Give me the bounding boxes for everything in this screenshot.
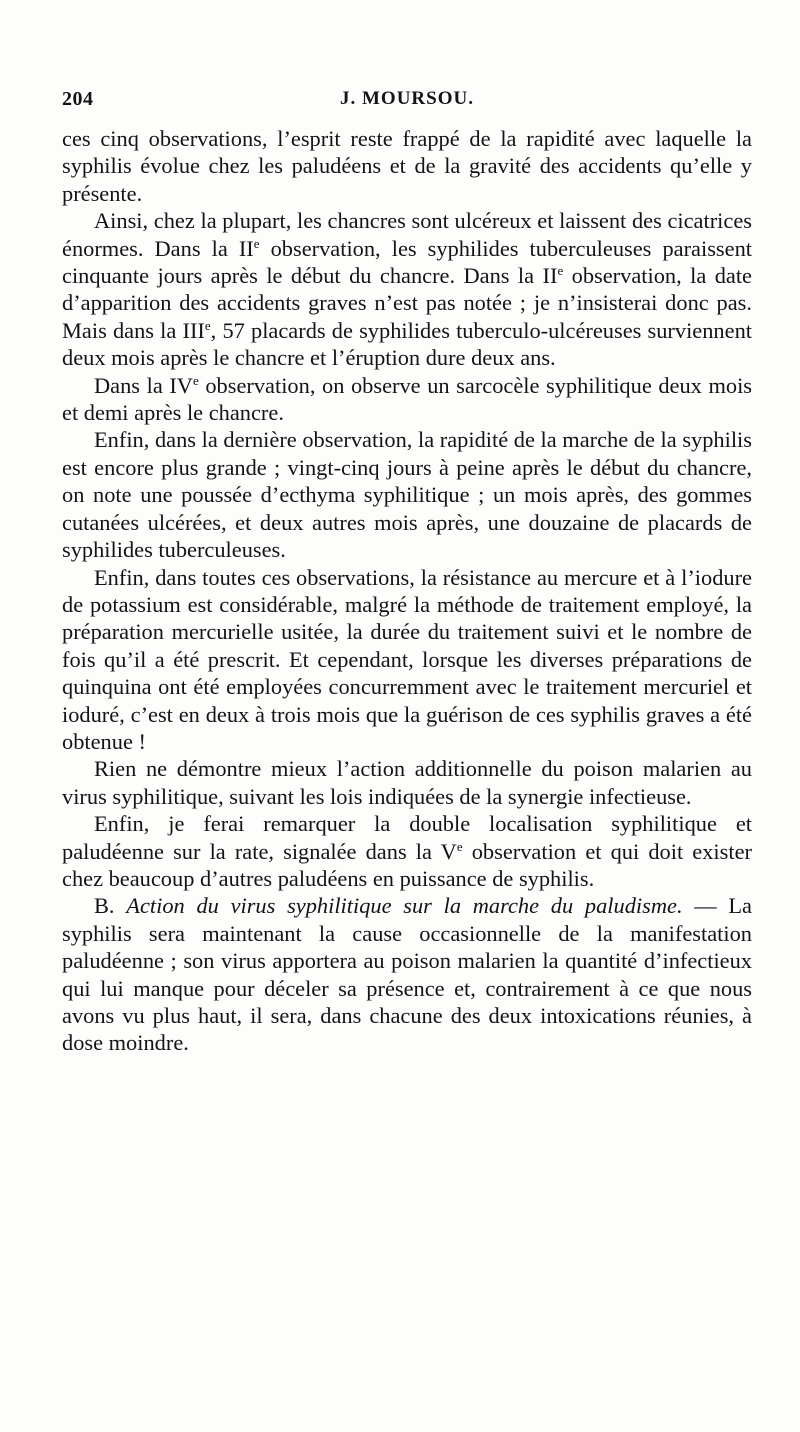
ordinal-superscript: e xyxy=(456,838,463,854)
ordinal-superscript: e xyxy=(204,317,211,333)
paragraph-3 xyxy=(62,372,752,427)
paragraph-2 xyxy=(62,207,752,371)
running-head: J. MOURSOU. xyxy=(340,88,474,109)
ordinal-superscript: e xyxy=(192,372,199,388)
paragraph-text: observation et qui doit exister chez beaucoup d’autres paludéens en puissance de syphilis. xyxy=(62,838,752,891)
ordinal-superscript: e xyxy=(253,235,260,251)
paragraph-7 xyxy=(62,810,752,892)
paragraph-text: ces cinq observations, l’esprit reste frappé de la rapidité avec laquelle la syphilis évolue chez les paludéens et de la gravité des accidents qu’elle y présente. xyxy=(62,126,752,206)
paragraph-1 xyxy=(62,125,752,207)
paragraph-text: observation, les syphilides tuberculeuses paraissent cinquante jours après le début du chancre. Dans la II xyxy=(62,235,752,289)
section-label: B. xyxy=(94,893,115,919)
paragraph-text: — La syphilis sera maintenant la cause occasionnelle de la manifestation paludéenne ; son virus apportera au poison malarien la quantité d’infectieux qui lui manque pour déceler sa présence et, contrairement à ce que nous avons vu plus haut, il sera, dans chacune des deux intoxications réunies, à dose moindre. xyxy=(62,893,752,1056)
page-number: 204 xyxy=(62,88,94,110)
paragraph-text: Rien ne démontre mieux l’action additionnelle du poison malarien au virus syphilitique, suivant les lois indiquées de la synergie infectieuse. xyxy=(62,756,752,809)
paragraph-text: , 57 placards de syphilides tuberculo-ulcéreuses surviennent deux mois après le chancre et l’éruption dure deux ans. xyxy=(62,317,752,371)
paragraph-5 xyxy=(62,564,752,756)
ordinal-superscript: e xyxy=(557,263,564,279)
paragraph-6 xyxy=(62,755,752,810)
paragraph-4 xyxy=(62,426,752,563)
body-text xyxy=(62,125,752,1057)
paragraph-text: Enfin, dans la dernière observation, la rapidité de la marche de la syphilis est encore plus grande ; vingt-cinq jours à peine après le début du chancre, on note une poussée d’ecthyma syphilitique ; un mois après, des gommes cutanées ulcérées, et deux autres mois après, une douzaine de placards de syphilides tuberculeuses. xyxy=(62,427,752,563)
paragraph-text: Enfin, je ferai remarquer la double localisation syphilitique et paludéenne sur la rate, signalée dans la V xyxy=(62,811,752,864)
paragraph-text: Dans la IV xyxy=(94,372,193,398)
paragraph-text: Ainsi, chez la plupart, les chancres sont ulcéreux et laissent des cicatrices énormes. Dans la II xyxy=(62,208,752,261)
paragraph-text: observation, on observe un sarcocèle syphilitique deux mois et demi après le chancre. xyxy=(62,372,752,426)
paragraph-text: Enfin, dans toutes ces observations, la résistance au mercure et à l’iodure de potassium est considérable, malgré la méthode de traitement employé, la préparation mercurielle usitée, la durée du traitement suivi et le nombre de fois qu’il a été prescrit. Et cependant, lorsque les diverses préparations de quinquina ont été employées concurremment avec le traitement mercuriel et ioduré, c’est en deux à trois mois que la guérison de ces syphilis graves a été obtenue ! xyxy=(62,564,752,754)
paragraph-text: observation, la date d’apparition des accidents graves n’est pas notée ; je n’insisterai donc pas. Mais dans la III xyxy=(62,263,752,343)
page-header xyxy=(62,88,752,114)
section-heading-italic: Action du virus syphilitique sur la marche du paludisme. xyxy=(126,893,683,919)
paragraph-8 xyxy=(62,892,752,1056)
